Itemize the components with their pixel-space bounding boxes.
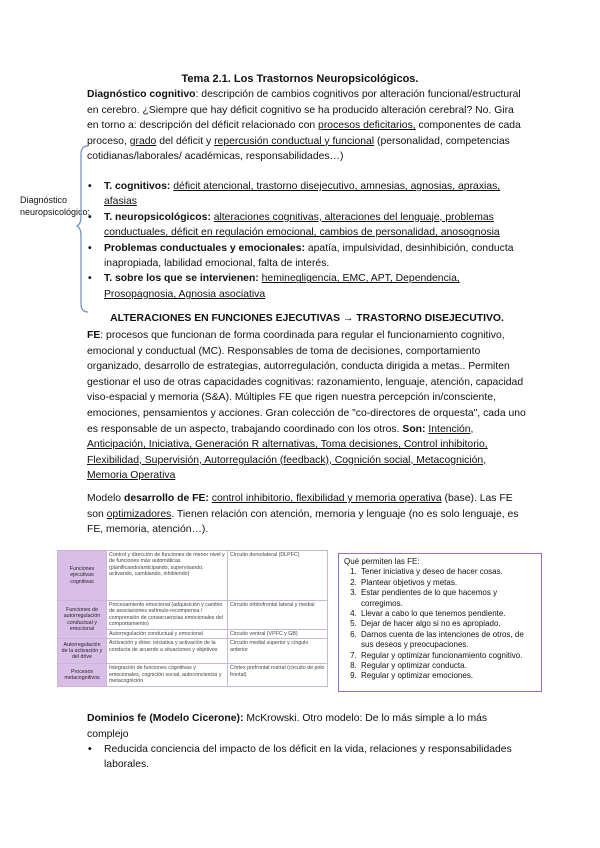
dominios-bullet-list [86,742,526,773]
list-item: • Reducida conciencia del impacto de los déficit en la vida, relaciones y responsabilidades laborales. [86,742,526,773]
table-cell-circuit: Circuito dorsolateral (DLPFC) [228,551,328,601]
section-heading: ALTERACIONES EN FUNCIONES EJECUTIVAS → TRASTORNO DISEJECUTIVO. [110,313,504,324]
table-category: Funciones ejecutivas cognitivas [58,551,107,601]
list-item [86,271,526,302]
table-cell-desc: Procesamiento emocional (adquisición y cambio de asociaciones estímulo-recompensa / comprensión de consecuencias emocionales del comportamiento) [107,601,228,630]
bullet-label: T. sobre los que se intervienen: [104,273,259,285]
box-list [344,567,536,681]
diag-text-2: componentes de cada proceso, [87,120,521,147]
fe-son-label: Son: [402,423,426,435]
modelo-paragraph [87,491,527,538]
table-cell-circuit: Circuito orbitofrontal lateral y medial [228,601,328,630]
list-item [86,241,526,272]
bullet-text: heminegligencia, EMC, APT, Dependencia, Prosopagnosia, Agnosia asociativa [104,273,460,300]
list-item: 5. Dejar de hacer algo si no es apropiado. [359,619,536,629]
diag-text-4: (personalidad, competencias cotidianas/laborales/ académicas, responsabilidades…) [87,135,510,163]
list-item: 8. Regular y optimizar conducta. [359,661,536,671]
list-item [86,210,526,241]
table-cell-desc: Autorregulación conductual y emocional [107,630,228,639]
bullet-text: apatía, impulsividad, desinhibición, conducta inapropiada, labilidad emocional, falta de interés. [104,242,514,270]
modelo-underline-2: optimizadores [106,508,172,520]
bullet-text: déficit atencional, trastorno disejecutivo, amnesias, agnosias, apraxias, afasias [104,181,501,208]
table-row [58,664,328,687]
list-item: 9. Regular y optimizar emociones. [359,671,536,681]
diag-text-1: : descripción de cambios cognitivos por alteración funcional/estructural en cerebro. ¿Siempre que hay déficit cognitivo se ha producido alteración cerebral? No. Gira en torno a: descripción del déficit relacionado con [87,89,521,132]
list-item: 4. Llevar a cabo lo que tenemos pendiente. [359,609,536,619]
table-cell-circuit: Circuito medial superior y cíngulo anterior [228,639,328,664]
list-item [86,179,526,210]
fe-benefits-box [338,553,542,692]
diagnosis-bullet-list [86,179,526,302]
table-cell-desc: Activación y drive: iniciativa y activación de la conducta de acuerdo a situaciones y objetivos [107,639,228,664]
diag-underline-2: grado [129,135,157,147]
table-category: Autorregulación de la activación y del drive [58,639,107,664]
table-cell-desc: Control y dirección de funciones de menor nivel y de funciones más automáticas (planificando/anticipando, supervisando, activando, cambiando, inhibiendo) [107,551,228,601]
table-row [58,551,328,601]
fe-son-list: Intención, Anticipación, Iniciativa, Generación R alternativas, Toma decisiones, Control inhibitorio, Flexibilidad, Supervisión, Autorregulación (feedback), Cognición social, Metacognición, Memoria Operativa [87,423,488,482]
fe-paragraph [87,328,527,484]
diagnostico-paragraph [87,87,527,165]
fe-text: : procesos que funcionan de forma coordinada para regular el funcionamiento cognitivo, emocional y conductual (MC). Responsables de toma de decisiones, comportamiento organizado, desarrollo de estrategias, autorregulación, conducta dirigida a metas.. Permiten gestionar el uso de otras capacidades cognitivas: razonamiento, lenguaje, atención, capacidad viso-espacial y memoria (S&A). Múltiples FE que rigen nuestra percepción in/consciente, emociones, pensamientos y acciones. Gran colección de "co-directores de orquesta", cada uno es responsable de un aspecto, trabajando coordinado con los otros. [87,330,526,435]
table-row [58,601,328,630]
table-category: Funciones de autorregulación conductual y emocional [58,601,107,639]
sidebar-label: Diagnóstico neuropsicológico: [20,195,91,217]
diag-underline-1: procesos deficitarios, [318,120,416,132]
dominios-label: Dominios fe (Modelo Cicerone): [87,713,244,724]
modelo-bold: desarrollo de FE: [123,493,209,504]
bullet-label: Problemas conductuales y emocionales: [104,242,305,254]
modelo-text-3: . Tienen relación con atención, memoria y lenguaje (no es solo lenguaje, es FE, memoria, atención…). [87,508,519,536]
fe-label: FE [87,330,101,341]
bullet-label: T. neuropsicológicos: [104,211,211,223]
modelo-text-1: Modelo [87,493,124,504]
table-cell-circuit: Córtex prefrontal rostral (circuito de polo frontal) [228,664,328,687]
dominios-text: McKrowski. Otro modelo: De lo más simple a lo más complejo [87,713,488,740]
fe-circuits-table [57,550,328,687]
list-item: 2. Plantear objetivos y metas. [359,578,536,588]
bullet-text: alteraciones cognitivas, alteraciones del lenguaje, problemas conductuales, déficit en regulación emocional, cambios de personalidad, anosognosia [104,211,500,239]
list-item: 3. Estar pendientes de lo que hacemos y corregimos. [359,588,536,609]
table-cell-circuit: Circuito ventral (VPFC y GB) [228,630,328,639]
table-category: Procesos metacognitivos [58,664,107,687]
diag-text-3: del déficit y [156,135,215,147]
box-heading: Qué permiten las FE: [344,557,420,566]
modelo-text-2: (base). Las FE son [87,493,513,520]
diag-underline-3: repercusión conductual y funcional [214,135,375,147]
list-item: 1. Tener iniciativa y deseo de hacer cosas. [359,567,536,577]
page-title: Tema 2.1. Los Trastornos Neuropsicológicos. [181,73,419,85]
dominios-paragraph [87,711,527,742]
modelo-underline-1: control inhibitorio, flexibilidad y memoria operativa [211,493,442,504]
table-cell-desc: Integración de funciones cognitivas y emocionales, cognición social, autoconciencia y metacognición [107,664,228,687]
bullet-label: T. cognitivos: [104,181,171,192]
list-item: 6. Darnos cuenta de las intenciones de otros, de sus deseos y preocupaciones. [359,630,536,651]
table-row [58,639,328,664]
diagnostico-heading: Diagnóstico cognitivo [87,89,196,100]
list-item: 7. Regular y optimizar funcionamiento cognitivo. [359,651,536,661]
